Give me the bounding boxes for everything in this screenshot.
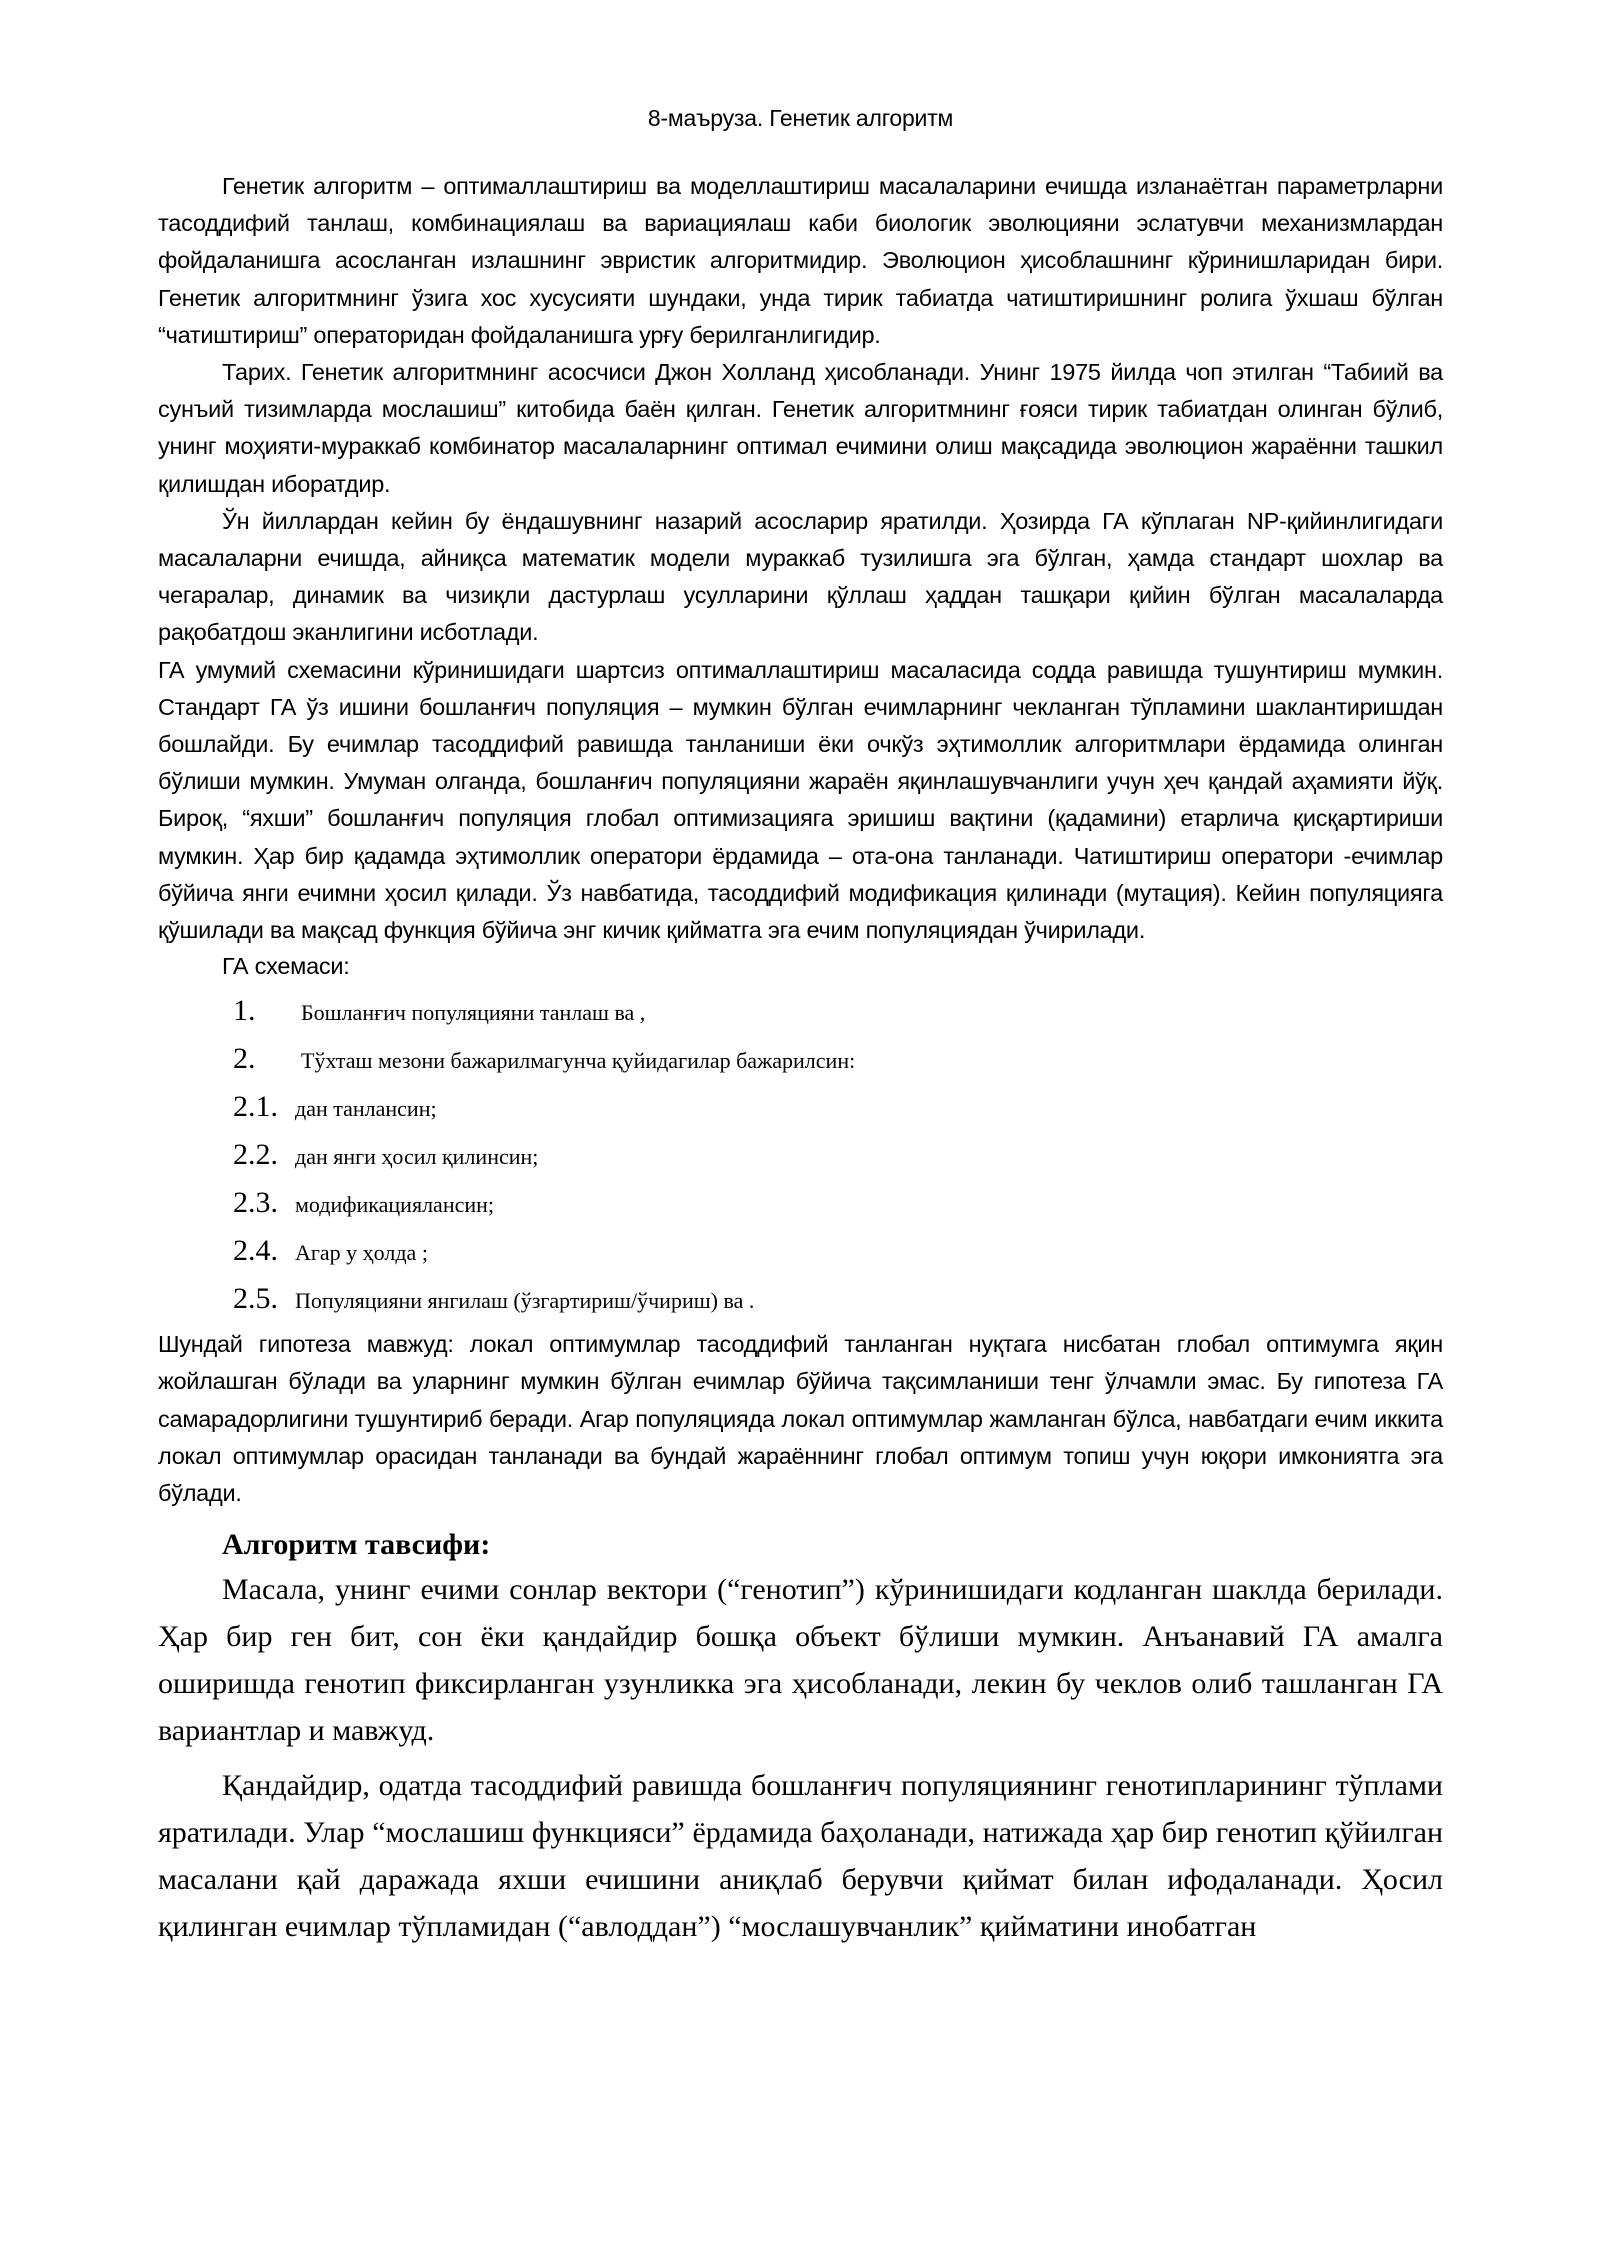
paragraph-genotype: Масала, унинг ечими сонлар вектори (“генотип”) кўринишидаги кодланган шаклда берилади. Ҳар бир ген бит, сон ёки қандайдир бошқа объект бўлиши мумкин. Анъанавий ГА амалга оширишда генотип фиксирланган узунликка эга ҳисобланади, лекин бу чеклов олиб ташланган ГА вариантлар и мавжуд. [158,1573,1443,1748]
list-item-number: 2.2. [233,1138,278,1172]
paragraph-hypothesis: Шундай гипотеза мавжуд: локал оптимумлар тасоддифий танланган нуқтага нисбатан глобал оптимумга яқин жойлашган бўлади ва уларнинг мумкин бўлган ечимлар бўйича тақсимланиши тенг ўлчамли эмас. Бу гипотеза ГА самарадорлигини тушунтириб беради. Агар популяцияда локал оптимумлар жамланган бўлса, навбатдаги ечим иккита локал оптимумлар орасидан танланади ва бундай жараённинг глобал оптимум топиш учун юқори имкониятга эга бўлади. [158,1331,1443,1507]
list-item-number: 2.1. [233,1090,278,1124]
list-item-label: Агар у ҳолда ; [295,1240,428,1266]
list-item-label: Тўхташ мезони бажарилмагунча қуйидагилар бажарилсин: [301,1048,856,1074]
list-item-number: 2.5. [233,1282,278,1316]
list-item-label: дан янги ҳосил қилинсин; [295,1144,539,1170]
paragraph-intro: Генетик алгоритм – оптималлаштириш ва моделлаштириш масалаларини ечишда изланаётган параметрларни тасоддифий танлаш, комбинациялаш ва вариациялаш каби биологик эволюцияни эслатувчи механизмлардан фойдаланишга асосланган излашнинг эвристик алгоритмидир. Эволюцион ҳисоблашнинг кўринишларидан бири. Генетик алгоритмнинг ўзига хос хусусияти шундаки, унда тирик табиатда чатиштиришнинг ролига ўхшаш бўлган “чатиштириш” операторидан фойдаланишга урғу берилганлигидир. [158,173,1443,348]
list-item-number: 2.4. [233,1234,278,1268]
list-item-label: модификациялансин; [295,1192,495,1218]
list-item-number: 2.3. [233,1186,278,1220]
page-title: 8-маъруза. Генетик алгоритм [647,105,954,131]
paragraph-population-generation: Қандайдир, одатда тасоддифий равишда бошланғич популяциянинг генотипларининг тўплами яратилади. Улар “мослашиш функцияси” ёрдамида баҳоланади, натижада ҳар бир генотип қўйилган масалани қай даражада яхши ечишини аниқлаб берувчи қиймат билан ифодаланади. Ҳосил қилинган ечимлар тўпламидан (“авлоддан”) “мослашувчанлик” қийматини инобатган [158,1769,1443,1944]
paragraph-history: Тарих. Генетик алгоритмнинг асосчиси Джон Холланд ҳисобланади. Унинг 1975 йилда чоп этилган “Табиий ва сунъий тизимларда мослашиш” китобида баён қилган. Генетик алгоритмнинг ғояси тирик табиатдан олинган бўлиб, унинг моҳияти-мураккаб комбинатор масалаларнинг оптимал ечимини олиш мақсадида эволюцион жараённи ташкил қилишдан иборатдир. [158,359,1443,497]
list-item [158,1090,1443,1124]
list-item-number: 2. [233,1042,256,1076]
list-item-label: Бошланғич популяцияни танлаш ва , [301,1000,646,1026]
document-content [158,0,1443,1950]
list-item [158,1282,1443,1316]
algorithm-steps-list [158,994,1443,1316]
paragraph-general-scheme: ГА умумий схемасини кўринишидаги шартсиз оптималлаштириш масаласида содда равишда тушунтириш мумкин. Стандарт ГА ўз ишини бошланғич популяция – мумкин бўлган ечимларнинг чекланган тўпламини шаклантиришдан бошлайди. Бу ечимлар тасоддифий равишда танланиши ёки очкўз эҳтимоллик алгоритмлари ёрдамида олинган бўлиши мумкин. Умуман олганда, бошланғич популяцияни жараён яқинлашувчанлиги учун ҳеч қандай аҳамияти йўқ. Бироқ, “яхши” бошланғич популяция глобал оптимизацияга эришиш вақтини (қадамини) етарлича қисқартириши мумкин. Ҳар бир қадамда эҳтимоллик оператори ёрдамида – ота-она танланади. Чатиштириш оператори -ечимлар бўйича янги ечимни ҳосил қилади. Ўз навбатида, тасоддифий модификация қилинади (мутация). Кейин популяцияга қўшилади ва мақсад функция бўйича энг кичик қийматга эга ечим популяциядан ўчирилади. [158,656,1443,944]
list-item [158,1138,1443,1172]
list-item-label: Популяцияни янгилаш (ўзгартириш/ўчириш) ва . [295,1288,755,1314]
list-item-number: 1. [233,994,256,1028]
section-heading-algorithm-description: Алгоритм тавсифи: [222,1528,491,1562]
list-item [158,1234,1443,1268]
list-item [158,1186,1443,1220]
paragraph-decades: Ўн йиллардан кейин бу ёндашувнинг назарий асосларир яратилди. Ҳозирда ГА кўплаган NP-қийинлигидаги масалаларни ечишда, айниқса математик модели мураккаб тузилишга эга бўлган, ҳамда стандарт шохлар ва чегаралар, динамик ва чизиқли дастурлаш усулларини қўллаш ҳаддан ташқари қийин бўлган масалаларда рақобатдош эканлигини исботлади. [158,507,1443,646]
ga-schema-label: ГА схемаси: [222,953,350,980]
list-item [158,994,1443,1028]
list-item-label: дан танлансин; [295,1096,437,1122]
list-item [158,1042,1443,1076]
